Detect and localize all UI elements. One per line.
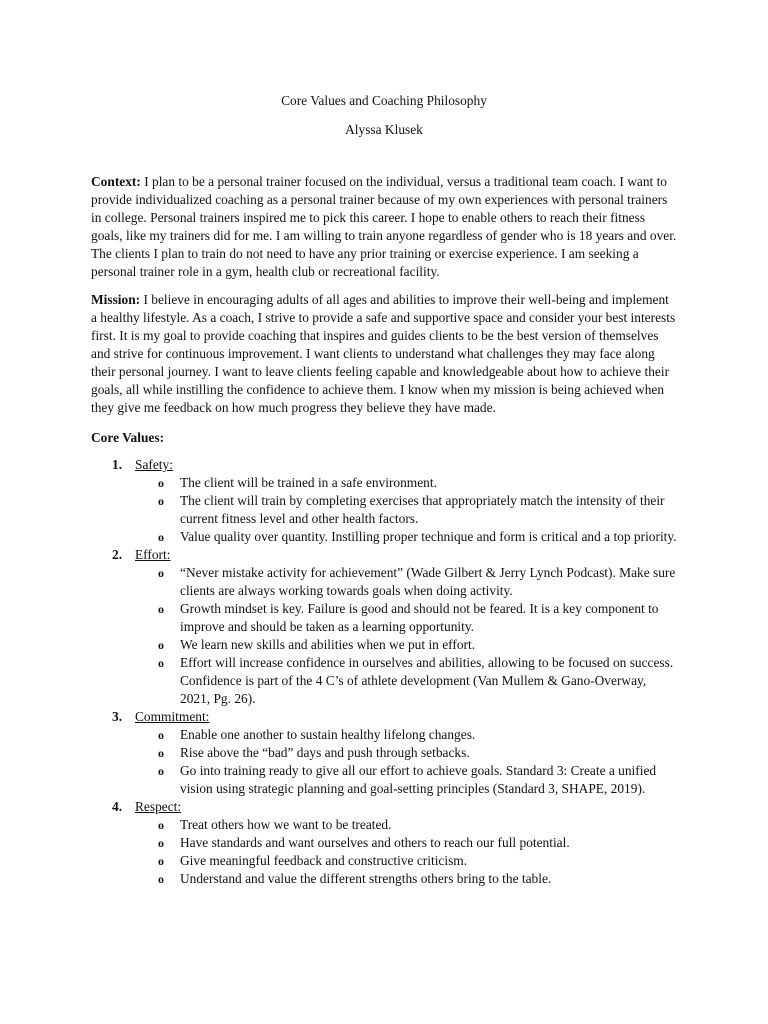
bullet-marker: o bbox=[158, 476, 164, 490]
bullet-marker: o bbox=[158, 854, 164, 868]
core-value-number: 3. bbox=[112, 709, 123, 724]
bullet-marker: o bbox=[158, 638, 164, 652]
list-item bbox=[91, 474, 677, 492]
bullet-marker: o bbox=[158, 494, 164, 508]
bullet-text: The client will be trained in a safe environment. bbox=[180, 475, 437, 490]
core-value-section bbox=[91, 708, 677, 798]
core-value-bullet-list bbox=[91, 726, 677, 798]
bullet-marker: o bbox=[158, 872, 164, 886]
bullet-marker: o bbox=[158, 764, 164, 778]
mission-label: Mission: bbox=[91, 292, 141, 307]
list-item bbox=[91, 834, 677, 852]
context-text: I plan to be a personal trainer focused on the individual, versus a traditional team coach. I want to provide individualized coaching as a personal trainer because of my own experiences with personal trainers in college. Personal trainers inspired me to pick this career. I hope to enable others to reach their fitness goals, like my trainers did for me. I am willing to train anyone regardless of gender who is 18 years and over. The clients I plan to train do not need to have any prior training or exercise experience. I am seeking a personal trainer role in a gym, health club or recreational facility. bbox=[91, 174, 677, 279]
bullet-text: Enable one another to sustain healthy lifelong changes. bbox=[180, 727, 476, 742]
core-value-name: Commitment: bbox=[135, 709, 210, 724]
core-values-heading: Core Values: bbox=[91, 430, 165, 445]
mission-paragraph bbox=[91, 291, 677, 417]
core-value-heading bbox=[91, 546, 677, 564]
list-item bbox=[91, 636, 677, 654]
bullet-text: Understand and value the different strengths others bring to the table. bbox=[180, 871, 552, 886]
core-value-bullet-list bbox=[91, 474, 677, 546]
core-value-heading bbox=[91, 798, 677, 816]
list-item bbox=[91, 492, 677, 528]
list-item bbox=[91, 870, 677, 888]
bullet-text: “Never mistake activity for achievement” (Wade Gilbert & Jerry Lynch Podcast). Make sure clients are always working towards goals when doing activity. bbox=[180, 565, 676, 598]
mission-text: I believe in encouraging adults of all ages and abilities to improve their well-being and implement a healthy lifestyle. As a coach, I strive to provide a safe and supportive space and consider your best interests first. It is my goal to provide coaching that inspires and guides clients to be the best version of themselves and strive for continuous improvement. I want clients to understand what challenges they may face along their personal journey. I want to leave clients feeling capable and knowledgeable about how to achieve their goals, all while instilling the confidence to achieve them. I know when my mission is being achieved when they give me feedback on how much progress they believe they have made. bbox=[91, 292, 676, 415]
core-value-bullet-list bbox=[91, 564, 677, 708]
core-value-number: 4. bbox=[112, 799, 123, 814]
core-value-name: Safety: bbox=[135, 457, 173, 472]
bullet-marker: o bbox=[158, 530, 164, 544]
bullet-text: Effort will increase confidence in ourselves and abilities, allowing to be focused on success. Confidence is part of the 4 C’s of athlete development (Van Mullem & Gano-Overway, 2021, Pg. 26). bbox=[180, 655, 674, 706]
bullet-marker: o bbox=[158, 818, 164, 832]
bullet-text: Give meaningful feedback and constructive criticism. bbox=[180, 853, 468, 868]
list-item bbox=[91, 744, 677, 762]
core-value-heading bbox=[91, 708, 677, 726]
document-page bbox=[91, 92, 677, 888]
bullet-marker: o bbox=[158, 728, 164, 742]
core-value-number: 1. bbox=[112, 457, 123, 472]
core-value-section bbox=[91, 798, 677, 888]
bullet-text: Go into training ready to give all our effort to achieve goals. Standard 3: Create a unified vision using strategic planning and goal-setting principles (Standard 3, SHAPE, 2019). bbox=[180, 763, 657, 796]
bullet-text: Have standards and want ourselves and others to reach our full potential. bbox=[180, 835, 570, 850]
list-item bbox=[91, 654, 677, 708]
bullet-text: We learn new skills and abilities when we put in effort. bbox=[180, 637, 476, 652]
list-item bbox=[91, 762, 677, 798]
list-item bbox=[91, 816, 677, 834]
context-paragraph bbox=[91, 173, 677, 281]
document-title: Core Values and Coaching Philosophy bbox=[281, 93, 487, 108]
core-value-number: 2. bbox=[112, 547, 123, 562]
core-value-section bbox=[91, 456, 677, 546]
bullet-text: Rise above the “bad” days and push through setbacks. bbox=[180, 745, 470, 760]
list-item bbox=[91, 852, 677, 870]
bullet-marker: o bbox=[158, 746, 164, 760]
bullet-text: Treat others how we want to be treated. bbox=[180, 817, 392, 832]
list-item bbox=[91, 600, 677, 636]
core-value-heading bbox=[91, 456, 677, 474]
bullet-marker: o bbox=[158, 602, 164, 616]
bullet-text: Value quality over quantity. Instilling proper technique and form is critical and a top priority. bbox=[180, 529, 677, 544]
bullet-text: Growth mindset is key. Failure is good and should not be feared. It is a key component to improve and should be taken as a learning opportunity. bbox=[180, 601, 659, 634]
core-value-section bbox=[91, 546, 677, 708]
core-value-name: Respect: bbox=[135, 799, 182, 814]
bullet-marker: o bbox=[158, 656, 164, 670]
core-value-bullet-list bbox=[91, 816, 677, 888]
context-label: Context: bbox=[91, 174, 141, 189]
list-item bbox=[91, 528, 677, 546]
core-values-list bbox=[91, 456, 677, 888]
core-value-name: Effort: bbox=[135, 547, 171, 562]
bullet-marker: o bbox=[158, 836, 164, 850]
bullet-marker: o bbox=[158, 566, 164, 580]
bullet-text: The client will train by completing exercises that appropriately match the intensity of their current fitness level and other health factors. bbox=[180, 493, 665, 526]
list-item bbox=[91, 564, 677, 600]
document-author: Alyssa Klusek bbox=[345, 122, 423, 137]
list-item bbox=[91, 726, 677, 744]
